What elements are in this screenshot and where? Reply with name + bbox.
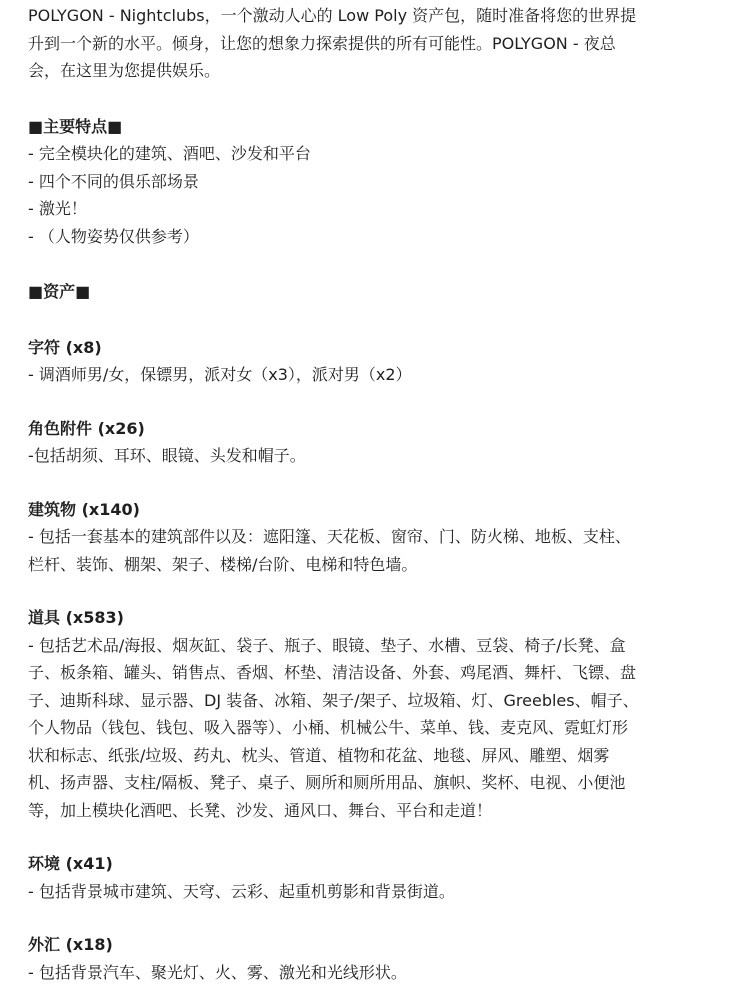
asset-group-buildings xyxy=(28,496,740,579)
asset-group-environment xyxy=(28,850,740,905)
asset-group-heading: 建筑物 (x140) xyxy=(28,499,140,519)
asset-group-props xyxy=(28,604,740,824)
feature-item: - （人物姿势仅供参考） xyxy=(28,226,199,246)
asset-group-line: - 包括背景汽车、聚光灯、火、雾、激光和光线形状。 xyxy=(28,962,407,982)
intro-line: POLYGON - Nightclubs，一个激动人心的 Low Poly 资产包，随时准备将您的世界提 xyxy=(28,6,637,25)
intro-paragraph xyxy=(28,2,740,85)
intro-line: 升到一个新的水平。倾身，让您的想象力探索提供的所有可能性。POLYGON - 夜总 xyxy=(28,33,616,53)
asset-group-line: 状和标志、纸张/垃圾、药丸、枕头、管道、植物和花盆、地毯、屏风、雕塑、烟雾 xyxy=(28,745,610,765)
features-section xyxy=(28,113,740,251)
spacer xyxy=(28,905,740,931)
asset-group-heading: 道具 (x583) xyxy=(28,608,124,627)
asset-group-line: 栏杆、装饰、棚架、架子、楼梯/台阶、电梯和特色墙。 xyxy=(28,554,418,574)
asset-group-characters xyxy=(28,334,740,389)
asset-group-fx xyxy=(28,931,740,986)
spacer xyxy=(28,578,740,604)
spacer xyxy=(28,470,740,496)
feature-item: - 四个不同的俱乐部场景 xyxy=(28,171,199,191)
spacer xyxy=(28,389,740,415)
feature-item: - 激光！ xyxy=(28,199,87,218)
spacer xyxy=(28,250,740,278)
assets-title: ■资产■ xyxy=(28,282,91,301)
feature-item: - 完全模块化的建筑、酒吧、沙发和平台 xyxy=(28,144,311,163)
spacer xyxy=(28,306,740,334)
asset-group-heading: 环境 (x41) xyxy=(28,854,113,873)
asset-group-heading: 角色附件 (x26) xyxy=(28,418,145,438)
product-description xyxy=(28,2,740,986)
asset-group-heading: 字符 (x8) xyxy=(28,337,102,357)
asset-group-line: 个人物品（钱包、钱包、吸入器等）、小桶、机械公牛、菜单、钱、麦克风、霓虹灯形 xyxy=(28,718,629,737)
asset-group-line: -包括胡须、耳环、眼镜、头发和帽子。 xyxy=(28,446,306,465)
asset-group-line: 机、扬声器、支柱/隔板、凳子、桌子、厕所和厕所用品、旗帜、奖杯、电视、小便池 xyxy=(28,773,626,792)
asset-group-line: 等，加上模块化酒吧、长凳、沙发、通风口、舞台、平台和走道！ xyxy=(28,800,493,820)
spacer xyxy=(28,824,740,850)
asset-group-line: 子、板条箱、罐头、销售点、香烟、杯垫、清洁设备、外套、鸡尾酒、舞杆、飞镖、盘 xyxy=(28,663,637,682)
spacer xyxy=(28,85,740,113)
asset-group-line: 子、迪斯科球、显示器、DJ 装备、冰箱、架子/架子、垃圾箱、灯、Greebles、帽子、 xyxy=(28,690,639,710)
asset-group-line: - 调酒师男/女，保镖男，派对女（x3），派对男（x2） xyxy=(28,365,412,384)
asset-group-line: - 包括艺术品/海报、烟灰缸、袋子、瓶子、眼镜、垫子、水槽、豆袋、椅子/长凳、盒 xyxy=(28,635,626,655)
asset-group-heading: 外汇 (x18) xyxy=(28,935,113,954)
intro-line: 会，在这里为您提供娱乐。 xyxy=(28,61,221,80)
asset-group-line: - 包括一套基本的建筑部件以及：遮阳篷、天花板、窗帘、门、防火梯、地板、支柱、 xyxy=(28,527,631,546)
features-title: ■主要特点■ xyxy=(28,116,123,136)
asset-group-character-attachments xyxy=(28,415,740,470)
asset-group-line: - 包括背景城市建筑、天穹、云彩、起重机剪影和背景街道。 xyxy=(28,881,455,901)
